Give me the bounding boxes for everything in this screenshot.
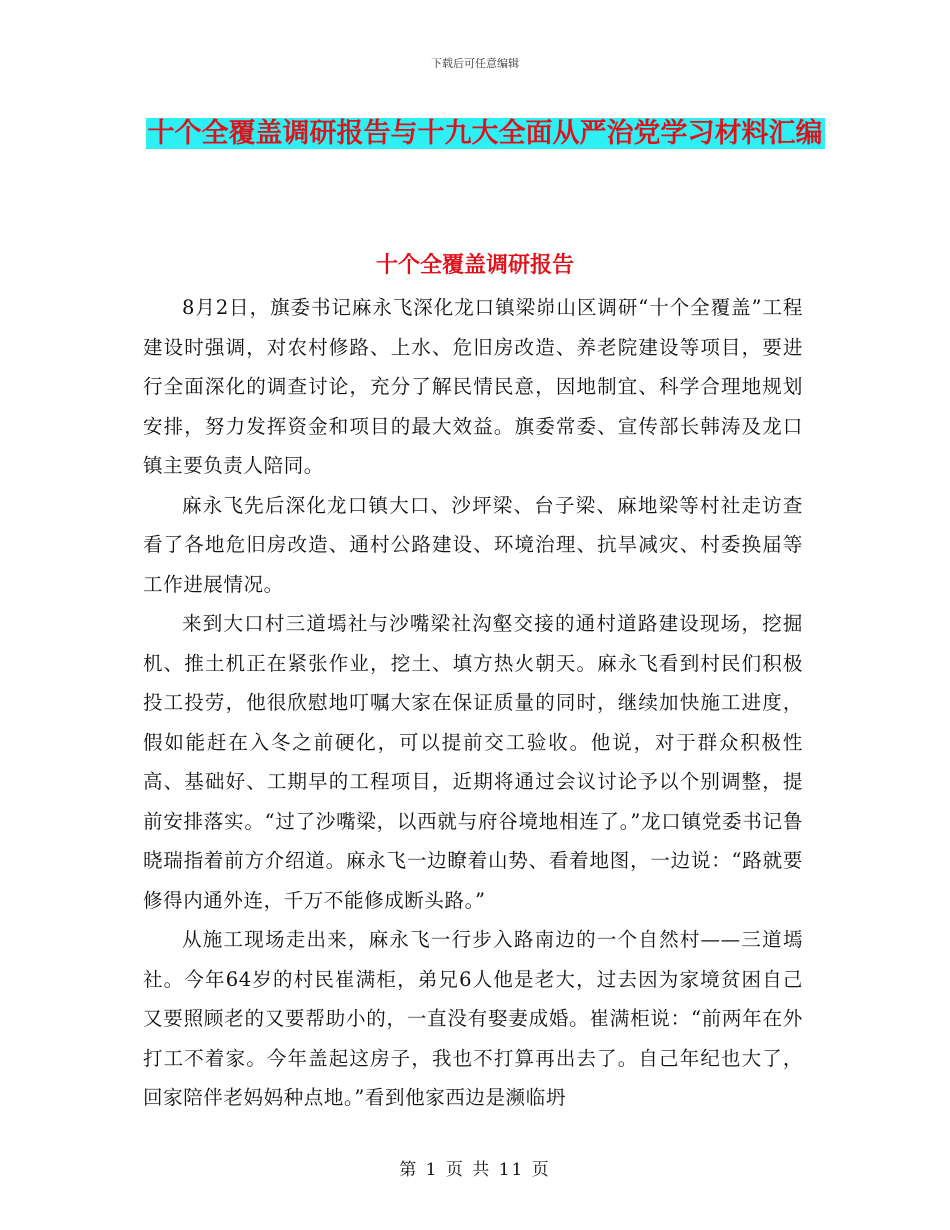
body-paragraph: 麻永飞先后深化龙口镇大口、沙坪梁、台子梁、麻地梁等村社走访查看了各地危旧房改造、通村公路建设、环境治理、抗旱减灾、村委换届等工作进展情况。	[143, 493, 803, 596]
page-footer: 第 1 页 共 11 页	[399, 1160, 551, 1180]
document-body	[143, 288, 803, 1118]
section-title: 十个全覆盖调研报告	[375, 253, 574, 278]
page-header-note: 下载后可任意编辑	[431, 57, 519, 70]
body-paragraph: 来到大口村三道墕社与沙嘴梁社沟壑交接的通村道路建设现场，挖掘机、推土机正在紧张作业，挖土、填方热火朝天。麻永飞看到村民们积极投工投劳，他很欣慰地叮嘱大家在保证质量的同时，继续加快施工进度，假如能赶在入冬之前硬化，可以提前交工验收。他说，对于群众积极性高、基础好、工期早的工程项目，近期将通过会议讨论予以个别调整，提前安排落实。“过了沙嘴梁，以西就与府谷境地相连了。”龙口镇党委书记鲁晓瑞指着前方介绍道。麻永飞一边瞭着山势、看着地图，一边说：“路就要修得内通外连，千万不能修成断头路。”	[143, 612, 803, 912]
document-title	[145, 112, 825, 156]
body-paragraph: 从施工现场走出来，麻永飞一行步入路南边的一个自然村——三道墕社。今年64岁的村民崔满柜，弟兄6人他是老大，过去因为家境贫困自己又要照顾老的又要帮助小的，一直没有娶妻成婚。崔满柜说：“前两年在外打工不着家。今年盖起这房子，我也不打算再出去了。自己年纪也大了，回家陪伴老妈妈种点地。”看到他家西边是濒临坍	[143, 928, 803, 1109]
body-paragraph: 8月2日，旗委书记麻永飞深化龙口镇梁峁山区调研“十个全覆盖”工程建设时强调，对农村修路、上水、危旧房改造、养老院建设等项目，要进行全面深化的调查讨论，充分了解民情民意，因地制宜、科学合理地规划安排，努力发挥资金和项目的最大效益。旗委常委、宣传部长韩涛及龙口镇主要负责人陪同。	[143, 296, 803, 477]
document-title-text: 十个全覆盖调研报告与十九大全面从严治党学习材料汇编	[147, 118, 823, 149]
